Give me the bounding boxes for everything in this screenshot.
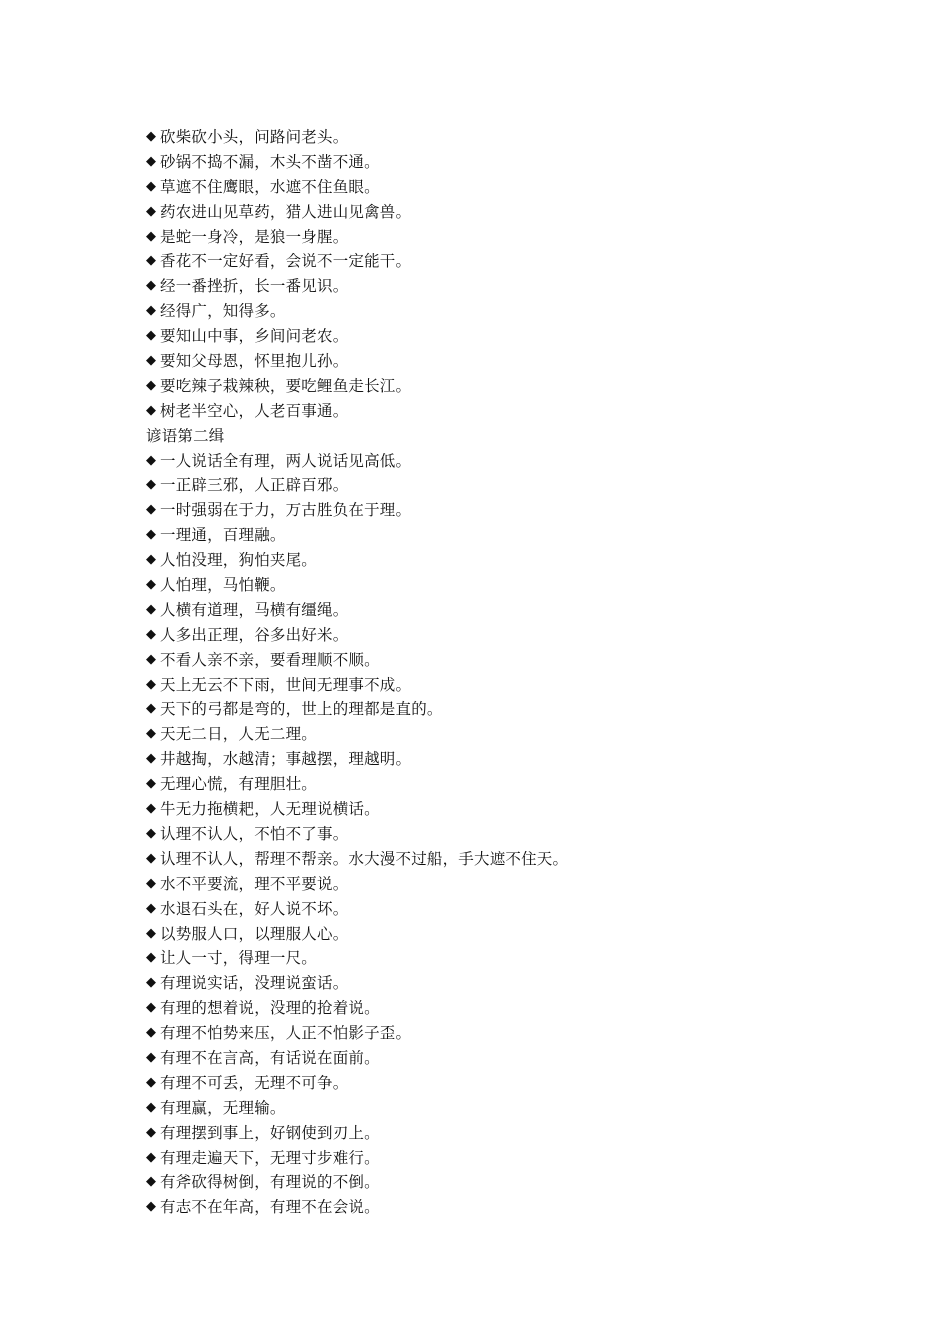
proverb-line [146, 299, 906, 324]
proverb-text: 要知山中事，乡间问老农。 [160, 327, 349, 346]
proverb-text: 让人一寸，得理一尺。 [160, 949, 318, 968]
diamond-bullet-icon: ◆ [146, 328, 157, 344]
proverb-text: 有理走遍天下，无理寸步难行。 [160, 1148, 380, 1167]
diamond-bullet-icon: ◆ [146, 402, 157, 418]
proverb-list-group-2 [146, 449, 906, 1221]
proverb-text: 经一番挫折，长一番见识。 [160, 277, 349, 296]
proverb-text: 草遮不住鹰眼，水遮不住鱼眼。 [160, 177, 380, 196]
proverb-line [146, 249, 906, 274]
proverb-text: 井越掏，水越清；事越摆，理越明。 [160, 750, 412, 769]
proverb-text: 砂锅不捣不漏，木头不凿不通。 [160, 152, 380, 171]
proverb-text: 天下的弓都是弯的，世上的理都是直的。 [160, 700, 443, 719]
diamond-bullet-icon: ◆ [146, 1099, 157, 1115]
proverb-line [146, 473, 906, 498]
proverb-text: 有理不在言高，有话说在面前。 [160, 1048, 380, 1067]
proverb-line [146, 449, 906, 474]
diamond-bullet-icon: ◆ [146, 1000, 157, 1016]
proverb-text: 认理不认人，帮理不帮亲。水大漫不过船，手大遮不住天。 [160, 849, 569, 868]
proverb-line [146, 274, 906, 299]
diamond-bullet-icon: ◆ [146, 751, 157, 767]
diamond-bullet-icon: ◆ [146, 701, 157, 717]
diamond-bullet-icon: ◆ [146, 377, 157, 393]
diamond-bullet-icon: ◆ [146, 676, 157, 692]
diamond-bullet-icon: ◆ [146, 1049, 157, 1065]
diamond-bullet-icon: ◆ [146, 203, 157, 219]
proverb-text: 一正辟三邪，人正辟百邪。 [160, 476, 349, 495]
proverb-line [146, 971, 906, 996]
diamond-bullet-icon: ◆ [146, 850, 157, 866]
proverb-line [146, 498, 906, 523]
proverb-line [146, 225, 906, 250]
proverb-text: 有理说实话，没理说蛮话。 [160, 974, 349, 993]
diamond-bullet-icon: ◆ [146, 1025, 157, 1041]
section-heading: 谚语第二缉 [146, 426, 225, 445]
proverb-text: 牛无力拖横耙，人无理说横话。 [160, 800, 380, 819]
proverb-line [146, 747, 906, 772]
diamond-bullet-icon: ◆ [146, 577, 157, 593]
proverb-text: 有理不怕势来压，人正不怕影子歪。 [160, 1024, 412, 1043]
proverb-line [146, 1146, 906, 1171]
diamond-bullet-icon: ◆ [146, 651, 157, 667]
proverb-line [146, 1096, 906, 1121]
proverb-line [146, 150, 906, 175]
proverb-line [146, 175, 906, 200]
proverb-text: 一时强弱在于力，万古胜负在于理。 [160, 501, 412, 520]
proverb-text: 要知父母恩，怀里抱儿孙。 [160, 352, 349, 371]
proverb-line [146, 946, 906, 971]
proverb-line [146, 523, 906, 548]
proverb-text: 有理赢，无理输。 [160, 1098, 286, 1117]
proverb-text: 有理的想着说，没理的抢着说。 [160, 999, 380, 1018]
diamond-bullet-icon: ◆ [146, 178, 157, 194]
proverb-line [146, 722, 906, 747]
diamond-bullet-icon: ◆ [146, 502, 157, 518]
diamond-bullet-icon: ◆ [146, 353, 157, 369]
proverb-list-group-1 [146, 125, 906, 424]
proverb-line [146, 548, 906, 573]
proverb-text: 水不平要流，理不平要说。 [160, 874, 349, 893]
proverb-text: 无理心慌，有理胆壮。 [160, 775, 318, 794]
diamond-bullet-icon: ◆ [146, 825, 157, 841]
proverb-text: 一理通，百理融。 [160, 526, 286, 545]
document-page [146, 125, 906, 1220]
diamond-bullet-icon: ◆ [146, 1174, 157, 1190]
diamond-bullet-icon: ◆ [146, 153, 157, 169]
proverb-line [146, 598, 906, 623]
proverb-text: 认理不认人，不怕不了事。 [160, 824, 349, 843]
proverb-text: 有斧砍得树倒，有理说的不倒。 [160, 1173, 380, 1192]
diamond-bullet-icon: ◆ [146, 875, 157, 891]
diamond-bullet-icon: ◆ [146, 900, 157, 916]
proverb-text: 树老半空心，人老百事通。 [160, 401, 349, 420]
proverb-line [146, 1170, 906, 1195]
proverb-line [146, 922, 906, 947]
proverb-line [146, 822, 906, 847]
diamond-bullet-icon: ◆ [146, 253, 157, 269]
diamond-bullet-icon: ◆ [146, 801, 157, 817]
proverb-text: 砍柴砍小头，问路问老头。 [160, 128, 349, 146]
proverb-line [146, 1121, 906, 1146]
proverb-text: 有理摆到事上，好钢使到刃上。 [160, 1123, 380, 1142]
proverb-text: 天上无云不下雨，世间无理事不成。 [160, 675, 412, 694]
diamond-bullet-icon: ◆ [146, 601, 157, 617]
diamond-bullet-icon: ◆ [146, 477, 157, 493]
diamond-bullet-icon: ◆ [146, 129, 157, 144]
proverb-line [146, 200, 906, 225]
proverb-text: 人横有道理，马横有缰绳。 [160, 600, 349, 619]
proverb-line [146, 772, 906, 797]
proverb-text: 一人说话全有理，两人说话见高低。 [160, 451, 412, 470]
proverb-text: 是蛇一身冷，是狼一身腥。 [160, 227, 349, 246]
proverb-line [146, 399, 906, 424]
diamond-bullet-icon: ◆ [146, 303, 157, 319]
diamond-bullet-icon: ◆ [146, 925, 157, 941]
proverb-text: 天无二日，人无二理。 [160, 725, 318, 744]
proverb-text: 人怕理，马怕鞭。 [160, 576, 286, 595]
diamond-bullet-icon: ◆ [146, 228, 157, 244]
proverb-line [146, 349, 906, 374]
proverb-text: 药农进山见草药，猎人进山见禽兽。 [160, 202, 412, 221]
proverb-line [146, 897, 906, 922]
diamond-bullet-icon: ◆ [146, 452, 157, 468]
proverb-line [146, 1071, 906, 1096]
proverb-line [146, 573, 906, 598]
proverb-line [146, 1046, 906, 1071]
proverb-line [146, 697, 906, 722]
proverb-line [146, 673, 906, 698]
proverb-line [146, 872, 906, 897]
proverb-line [146, 1195, 906, 1220]
proverb-text: 要吃辣子栽辣秧，要吃鲤鱼走长江。 [160, 376, 412, 395]
proverb-line [146, 996, 906, 1021]
diamond-bullet-icon: ◆ [146, 552, 157, 568]
diamond-bullet-icon: ◆ [146, 1149, 157, 1165]
proverb-line [146, 847, 906, 872]
diamond-bullet-icon: ◆ [146, 626, 157, 642]
proverb-line [146, 797, 906, 822]
proverb-line [146, 648, 906, 673]
diamond-bullet-icon: ◆ [146, 726, 157, 742]
proverb-line [146, 324, 906, 349]
diamond-bullet-icon: ◆ [146, 1124, 157, 1140]
diamond-bullet-icon: ◆ [146, 1074, 157, 1090]
diamond-bullet-icon: ◆ [146, 975, 157, 991]
proverb-text: 人多出正理，谷多出好米。 [160, 625, 349, 644]
proverb-text: 以势服人口，以理服人心。 [160, 924, 349, 943]
proverb-text: 经得广，知得多。 [160, 302, 286, 321]
proverb-line [146, 125, 906, 150]
diamond-bullet-icon: ◆ [146, 1199, 157, 1215]
proverb-text: 香花不一定好看，会说不一定能干。 [160, 252, 412, 271]
proverb-line [146, 374, 906, 399]
proverb-text: 人怕没理，狗怕夹尾。 [160, 551, 318, 570]
proverb-text: 有志不在年高，有理不在会说。 [160, 1198, 380, 1217]
proverb-text: 不看人亲不亲，要看理顺不顺。 [160, 650, 380, 669]
proverb-text: 水退石头在，好人说不坏。 [160, 899, 349, 918]
proverb-text: 有理不可丢，无理不可争。 [160, 1073, 349, 1092]
diamond-bullet-icon: ◆ [146, 278, 157, 294]
diamond-bullet-icon: ◆ [146, 950, 157, 966]
proverb-line [146, 1021, 906, 1046]
diamond-bullet-icon: ◆ [146, 527, 157, 543]
diamond-bullet-icon: ◆ [146, 776, 157, 792]
proverb-line [146, 623, 906, 648]
